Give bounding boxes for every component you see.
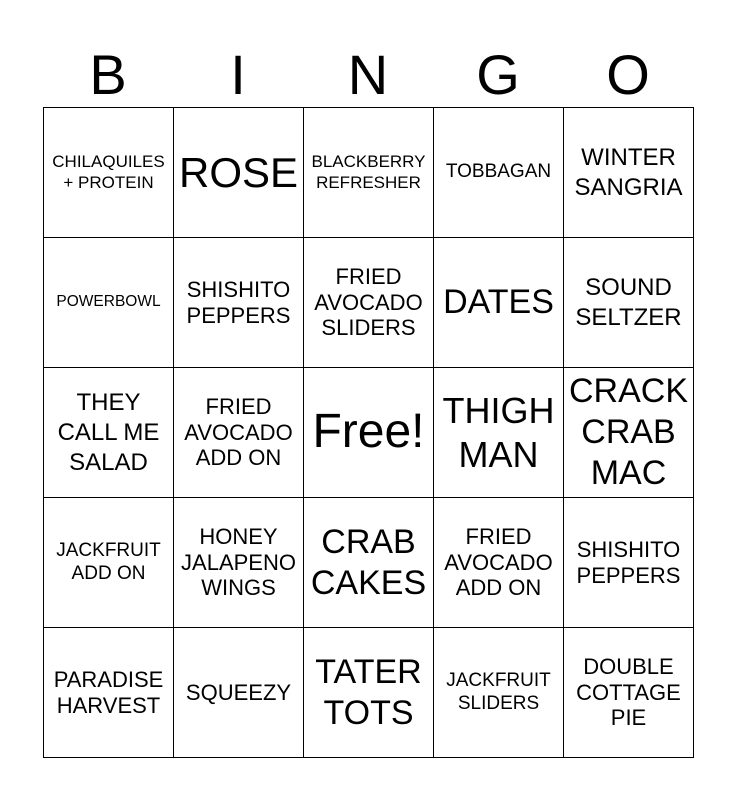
bingo-cell[interactable] (304, 628, 434, 758)
cell-label: JACKFRUIT SLIDERS (446, 670, 551, 714)
bingo-header (43, 42, 693, 108)
bingo-cell[interactable] (434, 238, 564, 368)
bingo-cell[interactable] (304, 498, 434, 628)
cell-label: SHISHITO PEPPERS (186, 276, 291, 328)
cell-label: FRIED AVOCADO SLIDERS (314, 263, 423, 341)
bingo-cell[interactable] (44, 628, 174, 758)
bingo-cell[interactable] (44, 238, 174, 368)
bingo-cell[interactable] (304, 108, 434, 238)
header-letter-i: I (230, 43, 246, 106)
bingo-cell[interactable] (564, 628, 694, 758)
bingo-cell[interactable] (304, 238, 434, 368)
bingo-cell[interactable] (174, 238, 304, 368)
cell-label: THEY CALL ME SALAD (57, 388, 160, 476)
bingo-cell[interactable] (44, 108, 174, 238)
bingo-cell[interactable] (434, 498, 564, 628)
cell-label: WINTER SANGRIA (574, 143, 683, 201)
cell-label: SHISHITO PEPPERS (576, 536, 681, 588)
cell-label: CRAB CAKES (310, 522, 427, 602)
cell-label: FRIED AVOCADO ADD ON (444, 523, 553, 601)
bingo-cell[interactable] (434, 108, 564, 238)
cell-label: TOBBAGAN (445, 161, 552, 183)
cell-label: DATES (443, 283, 554, 322)
cell-label: FRIED AVOCADO ADD ON (184, 393, 293, 471)
bingo-cell[interactable] (174, 628, 304, 758)
cell-label: HONEY JALAPENO WINGS (181, 523, 296, 601)
free-space[interactable] (304, 368, 434, 498)
cell-label: ROSE (178, 148, 299, 196)
bingo-cell[interactable] (434, 628, 564, 758)
bingo-cell[interactable] (174, 498, 304, 628)
bingo-cell[interactable] (174, 108, 304, 238)
cell-label: THIGH MAN (442, 390, 555, 475)
bingo-cell[interactable] (564, 238, 694, 368)
bingo-cell[interactable] (434, 368, 564, 498)
cell-label: CHILAQUILES + PROTEIN (52, 152, 165, 192)
header-letter-g: G (476, 43, 520, 106)
cell-label: CRACK CRAB MAC (568, 372, 689, 492)
bingo-board (43, 107, 694, 758)
cell-label: BLACKBERRY REFRESHER (311, 152, 426, 192)
cell-label: PARADISE HARVEST (53, 666, 164, 718)
cell-label: TATER TOTS (315, 652, 422, 732)
header-letter-o: O (606, 43, 650, 106)
bingo-cell[interactable] (564, 108, 694, 238)
bingo-cell[interactable] (44, 498, 174, 628)
cell-label: POWERBOWL (56, 293, 161, 311)
header-letter-n: N (347, 43, 389, 106)
free-space-label: Free! (312, 405, 425, 459)
header-letter-b: B (89, 43, 127, 106)
cell-label: DOUBLE COTTAGE PIE (576, 653, 681, 731)
bingo-cell[interactable] (44, 368, 174, 498)
cell-label: SOUND SELTZER (575, 273, 682, 331)
cell-label: SQUEEZY (185, 679, 292, 705)
bingo-cell[interactable] (564, 368, 694, 498)
bingo-cell[interactable] (564, 498, 694, 628)
bingo-cell[interactable] (174, 368, 304, 498)
cell-label: JACKFRUIT ADD ON (56, 540, 161, 584)
